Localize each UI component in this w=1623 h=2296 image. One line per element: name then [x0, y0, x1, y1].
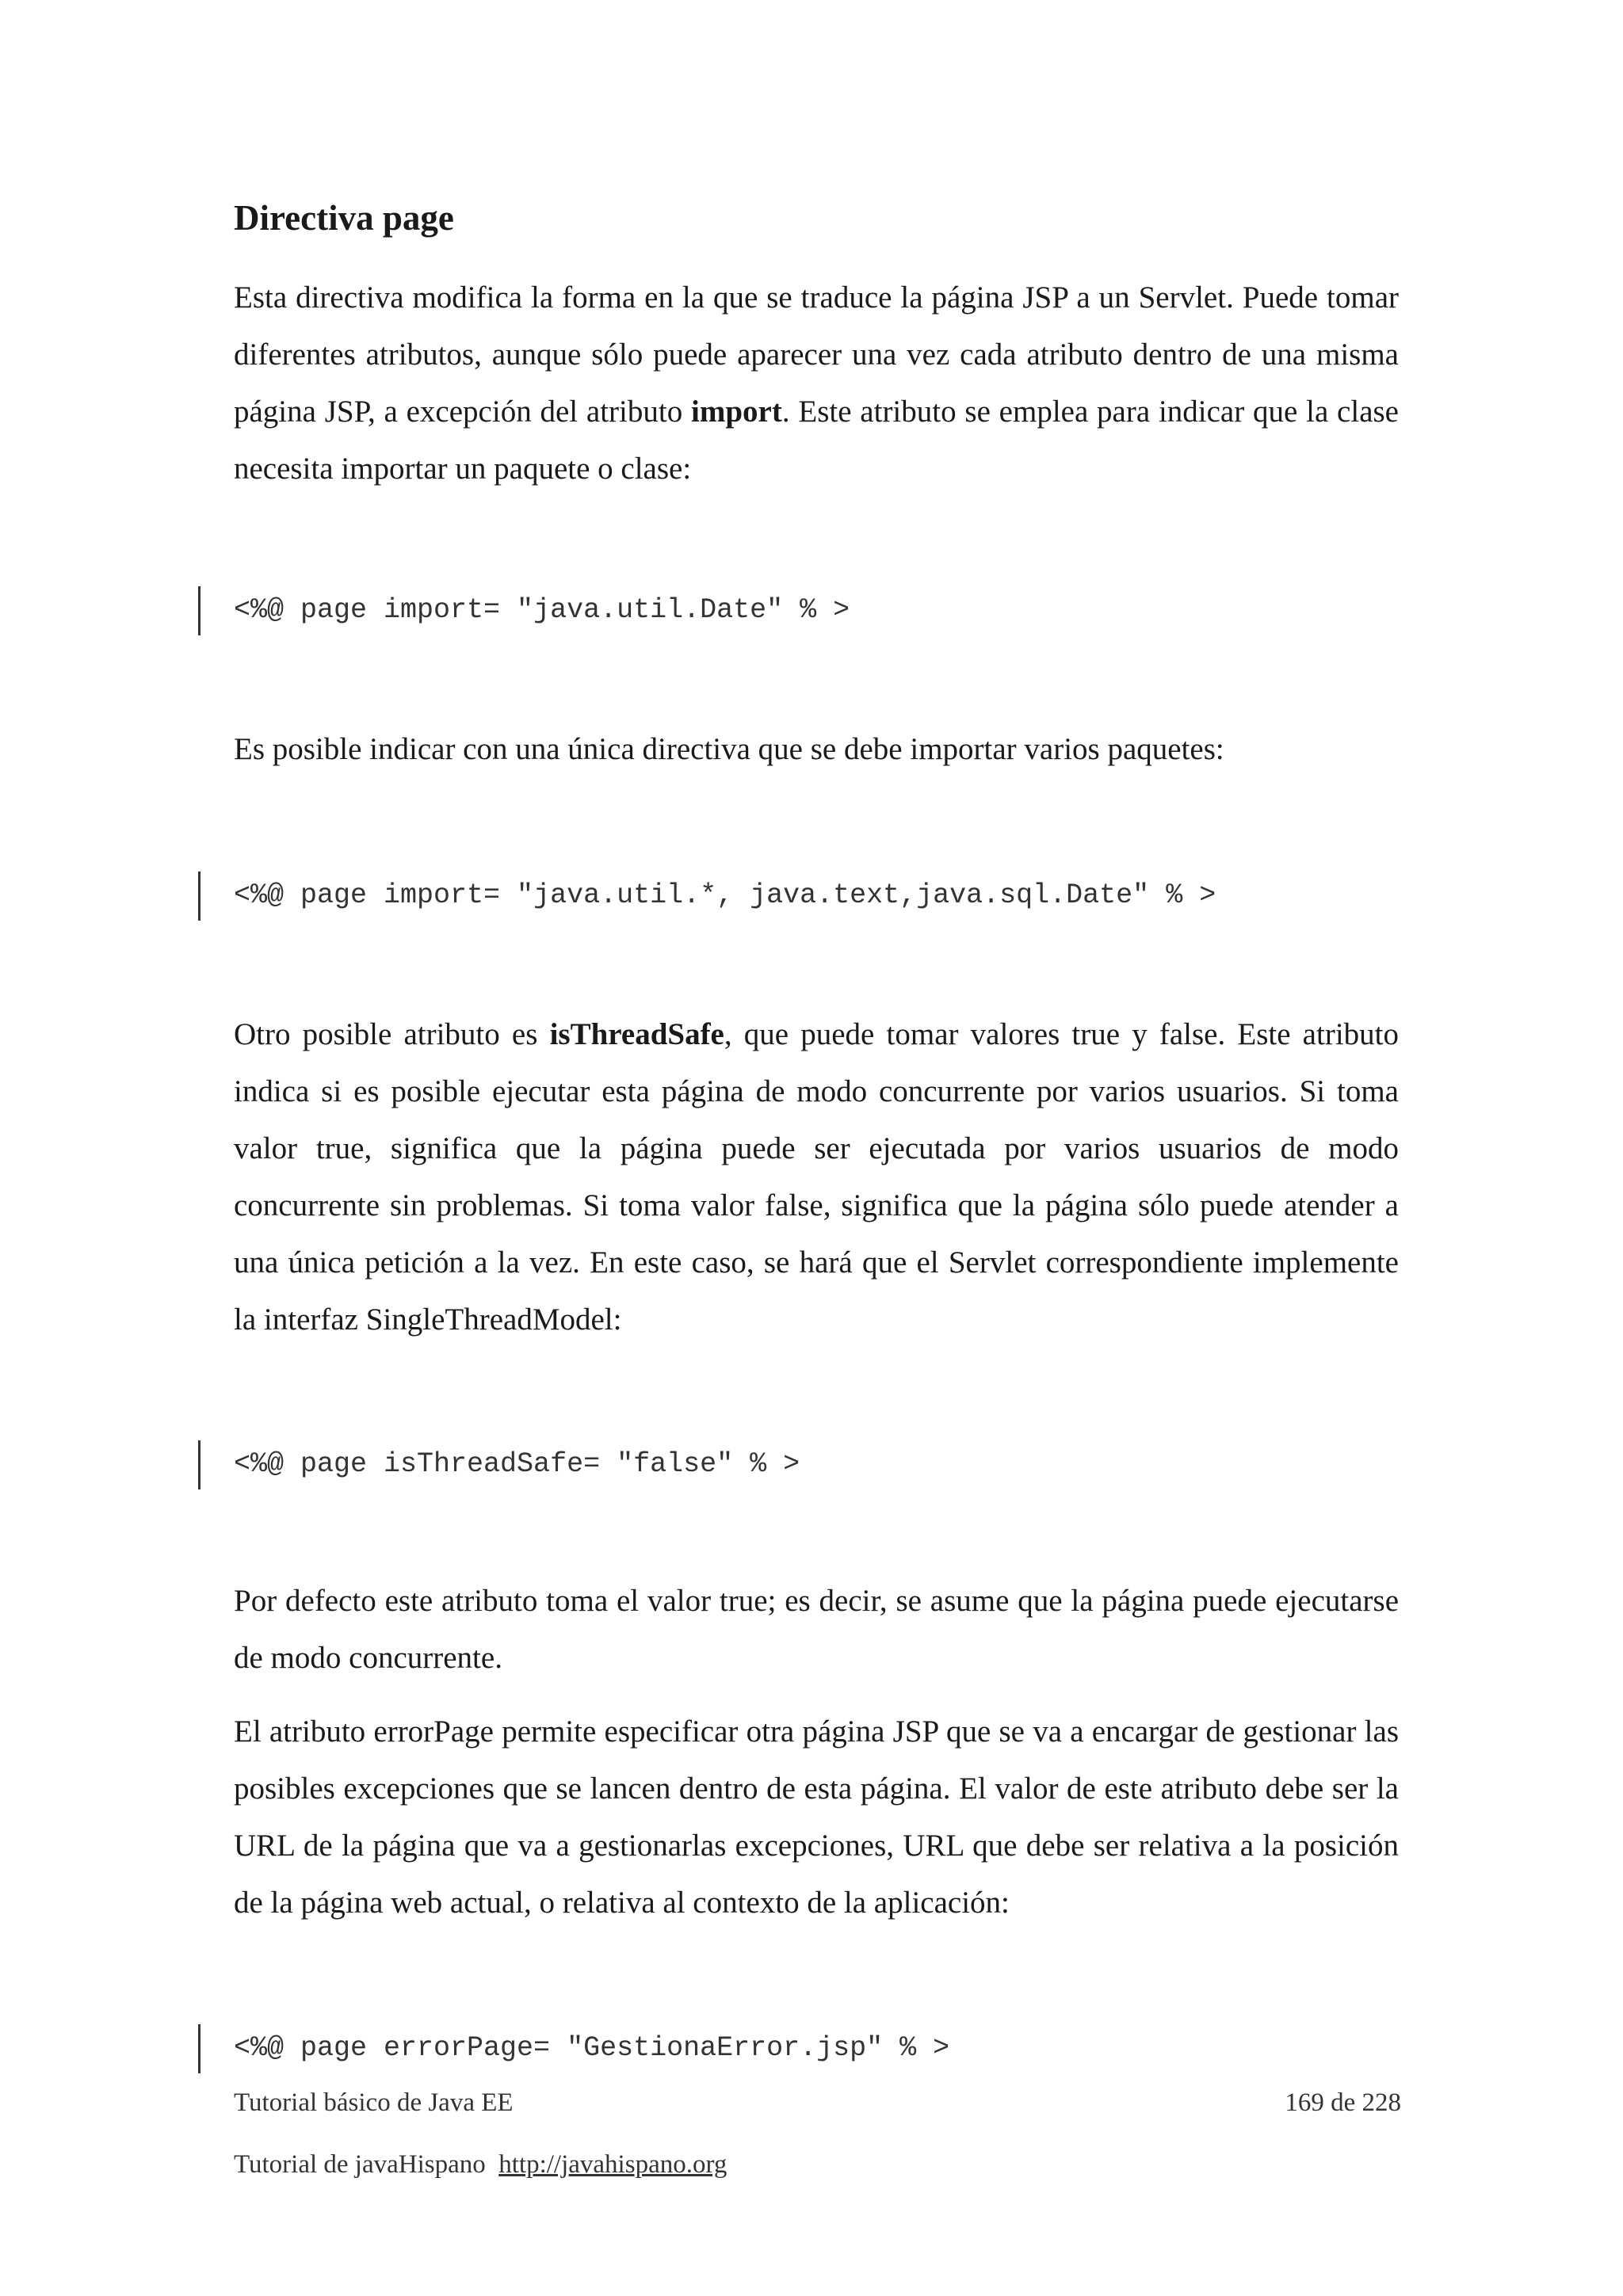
- code-line-import-packages: <%@ page import= "java.util.*, java.text,java.sql.Date" % >: [234, 879, 1216, 911]
- footer-book-title: Tutorial básico de Java EE: [234, 2088, 514, 2117]
- code-block-bar: [198, 586, 200, 635]
- paragraph-intro-text-2: . Este atributo se emplea para indicar que la clase necesita importar un paquete o clase:: [234, 395, 1399, 486]
- paragraph-intro: [234, 269, 1399, 498]
- footer-page-number: 169 de 228: [1285, 2088, 1401, 2117]
- isthreadsafe-keyword: isThreadSafe: [549, 1017, 724, 1051]
- paragraph-errorpage: El atributo errorPage permite especificar otra página JSP que se va a encargar de gestionar las posibles excepciones que se lancen dentro de esta página. El valor de este atributo debe ser la URL de la página que va a gestionarlas excepciones, URL que debe ser relativa a la posición de la página web actual, o relativa al contexto de la aplicación:: [234, 1714, 1399, 1920]
- code-line-isthreadsafe: <%@ page isThreadSafe= "false" % >: [234, 1448, 800, 1480]
- paragraph-multiple-imports: Es posible indicar con una única directiva que se debe importar varios paquetes:: [234, 732, 1224, 766]
- code-line-errorpage: <%@ page errorPage= "GestionaError.jsp" % >: [234, 2032, 950, 2064]
- paragraph-isthreadsafe-text-1: Otro posible atributo es: [234, 1017, 550, 1051]
- import-keyword: import: [691, 395, 782, 429]
- section-heading: Directiva page: [234, 198, 454, 238]
- code-block-bar: [198, 1440, 200, 1489]
- paragraph-default-value: Por defecto este atributo toma el valor true; es decir, se asume que la página puede ejecutarse de modo concurrente.: [234, 1584, 1399, 1675]
- footer-source-link[interactable]: http://javahispano.org: [498, 2150, 727, 2179]
- code-line-import-date: <%@ page import= "java.util.Date" % >: [234, 594, 850, 626]
- code-block-bar: [198, 2024, 200, 2073]
- paragraph-isthreadsafe-text-2: , que puede tomar valores true y false. Este atributo indica si es posible ejecutar esta página de modo concurrente por varios usuarios. Si toma valor true, significa que la página puede ser ejecutada por varios usuarios de modo concurrente sin problemas. Si toma valor false, significa que la página sólo puede atender a una única petición a la vez. En este caso, se hará que el Servlet correspondiente implemente la interfaz SingleThreadModel:: [234, 1017, 1399, 1337]
- paragraph-isthreadsafe: [234, 1006, 1399, 1348]
- paragraph-intro-text-1: Esta directiva modifica la forma en la que se traduce la página JSP a un Servlet. Puede tomar diferentes atributos, aunque sólo puede aparecer una vez cada atributo dentro de una misma página JSP, a excepción del atributo: [234, 280, 1399, 429]
- footer-source: [234, 2147, 727, 2182]
- code-block-bar: [198, 871, 200, 921]
- footer-source-text: Tutorial de javaHispano: [234, 2150, 486, 2179]
